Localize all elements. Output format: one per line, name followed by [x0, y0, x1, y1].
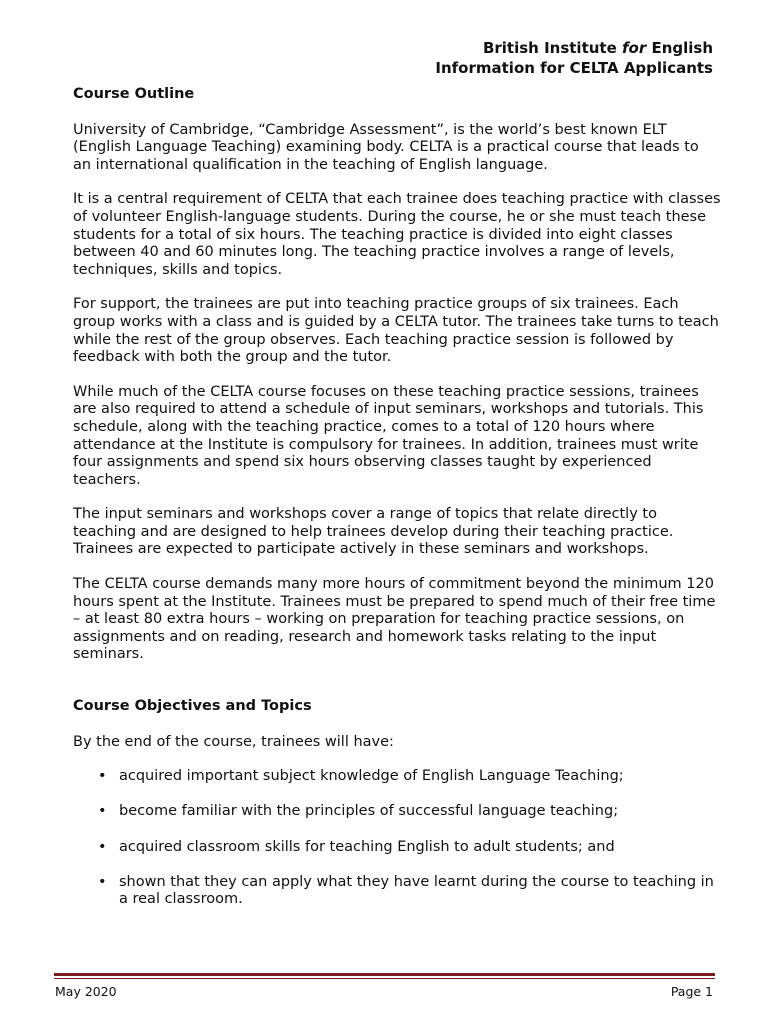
- footer-date: May 2020: [55, 984, 117, 999]
- list-item: [73, 839, 721, 857]
- header-institute-post: English: [646, 39, 713, 57]
- bullet-icon: •: [98, 803, 107, 820]
- list-item-text: acquired classroom skills for teaching English to adult students; and: [119, 838, 615, 855]
- bullet-icon: •: [98, 873, 107, 890]
- bullet-icon: •: [98, 838, 107, 855]
- objectives-heading: Course Objectives and Topics: [73, 698, 312, 715]
- list-item-text: acquired important subject knowledge of English Language Teaching;: [119, 768, 624, 785]
- outline-paragraph-1: University of Cambridge, “Cambridge Assessment”, is the world’s best known ELT (English Language Teaching) examining body. CELTA is a practical course that leads to an international qualification in the teaching of English language.: [73, 121, 699, 173]
- list-item: [73, 874, 721, 909]
- list-item-text: shown that they can apply what they have learnt during the course to teaching in a real classroom.: [119, 873, 714, 908]
- list-item-text: become familiar with the principles of successful language teaching;: [119, 803, 619, 820]
- header-institute-line: [435, 38, 713, 58]
- footer-divider: [54, 973, 715, 976]
- bullet-icon: •: [98, 768, 107, 785]
- header-institute-pre: British Institute: [482, 39, 622, 57]
- outline-paragraph-2: It is a central requirement of CELTA that each trainee does teaching practice with classes of volunteer English-language students. During the course, he or she must teach these students for a total of six hours. The teaching practice is divided into eight classes between 40 and 60 minutes long. The teaching practice involves a range of levels, techniques, skills and topics.: [73, 191, 721, 278]
- list-item: [73, 803, 721, 821]
- footer-divider-thin: [54, 978, 715, 979]
- list-item: [73, 768, 721, 786]
- header-institute-for: for: [621, 39, 647, 57]
- footer-page-number: Page 1: [670, 984, 713, 999]
- outline-paragraph-4: While much of the CELTA course focuses on these teaching practice sessions, trainees are also required to attend a schedule of input seminars, workshops and tutorials. This schedule, along with the teaching practice, comes to a total of 120 hours where attendance at the Institute is compulsory for trainees. In addition, trainees must write four assignments and spend six hours observing classes taught by experienced teachers.: [73, 383, 704, 488]
- course-outline-heading: Course Outline: [73, 86, 195, 102]
- objectives-list: [73, 768, 721, 909]
- document-body: [73, 86, 721, 927]
- header-subtitle: Information for CELTA Applicants: [435, 59, 713, 77]
- document-header: [435, 38, 713, 78]
- outline-paragraph-6: The CELTA course demands many more hours of commitment beyond the minimum 120 hours spent at the Institute. Trainees must be prepared to spend much of their free time – at least 80 extra hours – working on preparation for teaching practice sessions, on assignments and on reading, research and homework tasks relating to the input seminars.: [73, 576, 716, 663]
- outline-paragraph-3: For support, the trainees are put into teaching practice groups of six trainees. Each group works with a class and is guided by a CELTA tutor. The trainees take turns to teach while the rest of the group observes. Each teaching practice session is followed by feedback with both the group and the tutor.: [73, 296, 719, 366]
- outline-paragraph-5: The input seminars and workshops cover a range of topics that relate directly to teaching and are designed to help trainees develop during their teaching practice. Trainees are expected to participate actively in these seminars and workshops.: [73, 506, 674, 558]
- objectives-intro: By the end of the course, trainees will have:: [73, 733, 394, 750]
